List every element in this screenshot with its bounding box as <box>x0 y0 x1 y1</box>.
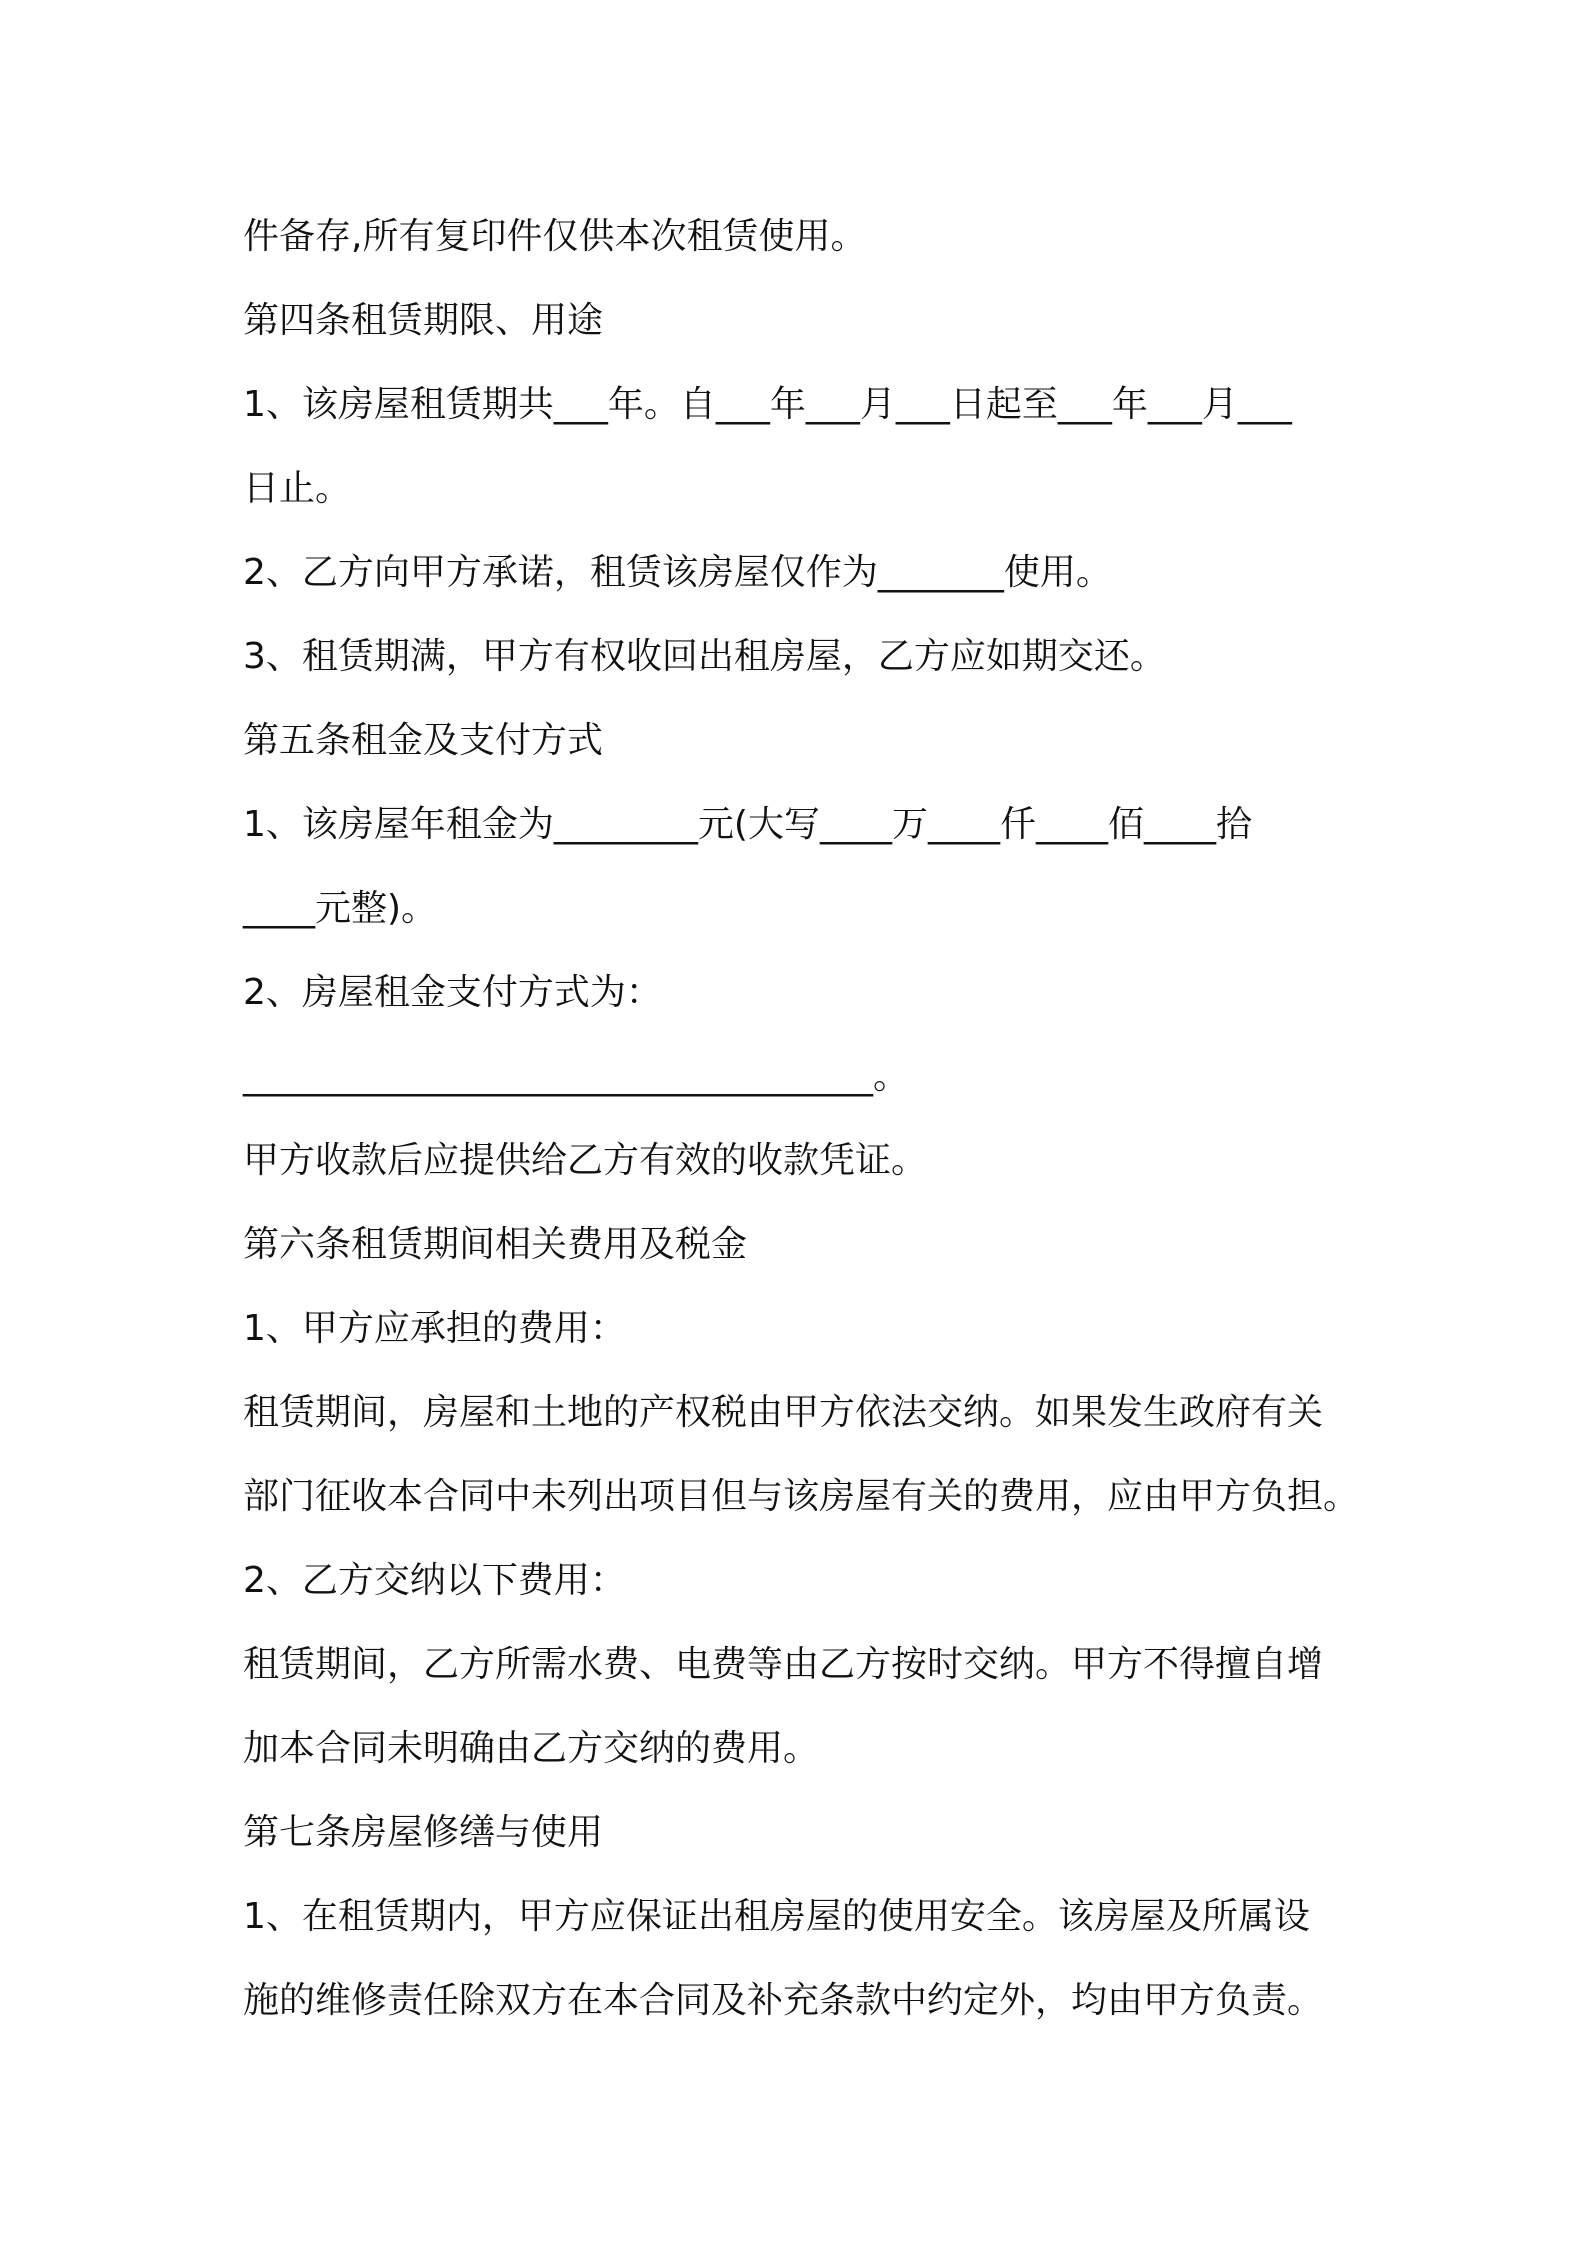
text-line-10: 2、房屋租金支付方式为： <box>243 972 662 1013</box>
text-line-22: 施的维修责任除双方在本合同及补充条款中约定外，均由甲方负责。 <box>243 1980 1324 2021</box>
text-line-1: 件备存,所有复印件仅供本次租赁使用。 <box>243 216 867 257</box>
text-line-9: ____元整)。 <box>243 888 438 929</box>
text-line-18: 租赁期间，乙方所需水费、电费等由乙方按时交纳。甲方不得擅自增 <box>243 1644 1324 1685</box>
section-heading-6: 第六条租赁期间相关费用及税金 <box>243 1224 748 1265</box>
text-line-5: 2、乙方向甲方承诺，租赁该房屋仅作为_______使用。 <box>243 552 1112 593</box>
section-heading-4: 第四条租赁期限、用途 <box>243 300 604 341</box>
text-line-17: 2、乙方交纳以下费用： <box>243 1560 626 1601</box>
text-line-6: 3、租赁期满，甲方有权收回出租房屋，乙方应如期交还。 <box>243 636 1166 677</box>
text-line-21: 1、在租赁期内，甲方应保证出租房屋的使用安全。该房屋及所属设 <box>243 1896 1310 1937</box>
document-body <box>243 195 1393 2043</box>
text-line-8: 1、该房屋年租金为________元(大写____万____仟____佰____拾 <box>243 804 1252 845</box>
text-line-14: 1、甲方应承担的费用： <box>243 1308 626 1349</box>
text-line-19: 加本合同未明确由乙方交纳的费用。 <box>243 1728 820 1769</box>
text-line-16: 部门征收本合同中未列出项目但与该房屋有关的费用，应由甲方负担。 <box>243 1476 1360 1517</box>
text-line-15: 租赁期间，房屋和土地的产权税由甲方依法交纳。如果发生政府有关 <box>243 1392 1324 1433</box>
text-line-4: 日止。 <box>243 468 352 509</box>
text-line-3: 1、该房屋租赁期共___年。自___年___月___日起至___年___月___ <box>243 384 1292 425</box>
section-heading-5: 第五条租金及支付方式 <box>243 720 604 761</box>
section-heading-7: 第七条房屋修缮与使用 <box>243 1812 604 1853</box>
text-line-11: ___________________________________。 <box>243 1056 909 1097</box>
text-line-12: 甲方收款后应提供给乙方有效的收款凭证。 <box>243 1140 928 1181</box>
